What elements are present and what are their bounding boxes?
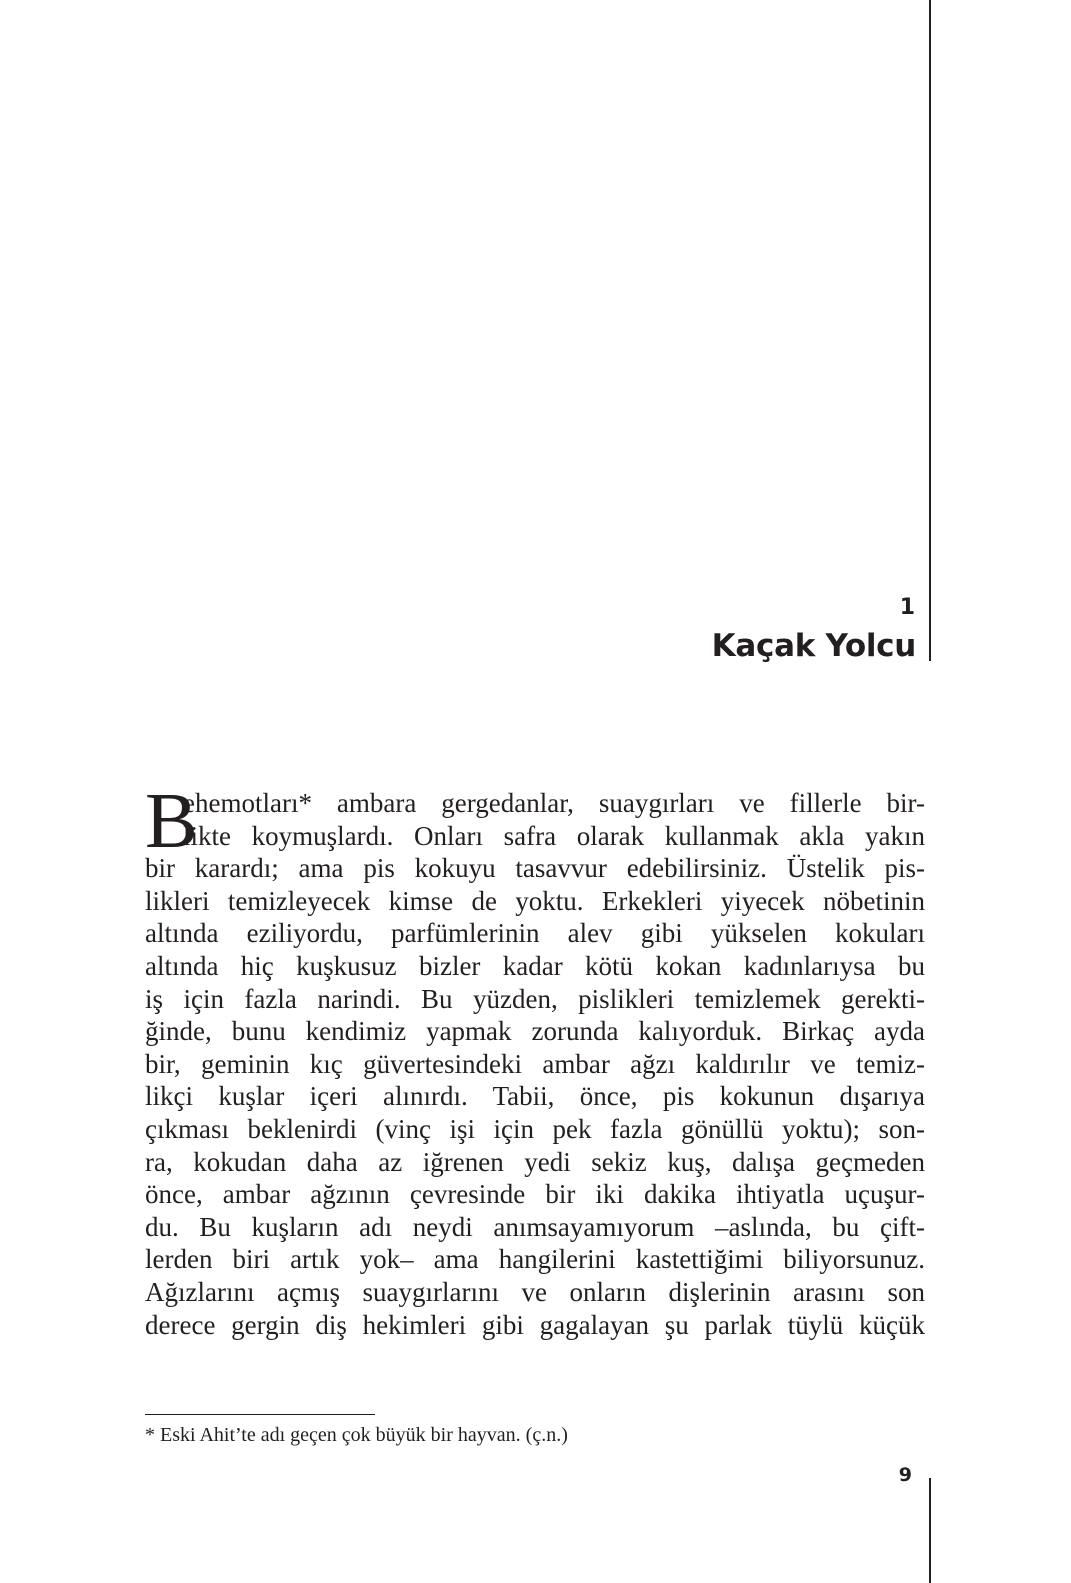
drop-cap: B [145, 778, 198, 865]
chapter-title: Kaçak Yolcu [711, 628, 916, 664]
chapter-number: 1 [899, 595, 915, 620]
body-line: bir karardı; ama pis kokuyu tasavvur edebilirsiniz. Üstelik pis- [145, 853, 925, 884]
body-line: ehemotları* ambara gergedanlar, suaygırları ve fillerle bir- [183, 788, 925, 818]
body-line: likte koymuşlardı. Onları safra olarak kullanmak akla yakın [183, 820, 925, 851]
body-line: bir, geminin kıç güvertesindeki ambar ağzı kaldırılır ve temiz- [145, 1048, 925, 1079]
body-line: altında eziliyordu, parfümlerinin alev gibi yükselen kokuları [145, 918, 925, 949]
body-text [145, 778, 925, 1341]
body-line: Ağızlarını açmış suaygırlarını ve onların dişlerinin arasını son [145, 1276, 925, 1307]
body-line: ğinde, bunu kendimiz yapmak zorunda kalıyorduk. Birkaç ayda [145, 1016, 925, 1047]
margin-rule-top [929, 0, 931, 661]
body-line: du. Bu kuşların adı neydi anımsayamıyorum –aslında, bu çift- [145, 1211, 925, 1242]
body-line: altında hiç kuşkusuz bizler kadar kötü kokan kadınlarıysa bu [145, 950, 925, 981]
footnote: * Eski Ahit’te adı geçen çok büyük bir hayvan. (ç.n.) [145, 1424, 568, 1446]
margin-rule-bottom [929, 1478, 931, 1583]
footnote-rule [145, 1414, 375, 1415]
body-line: derece gergin diş hekimleri gibi gagalayan şu parlak tüylü küçük [145, 1309, 925, 1340]
page-number: 9 [898, 1464, 912, 1486]
body-line: ra, kokudan daha az iğrenen yedi sekiz kuş, dalışa geçmeden [145, 1146, 925, 1177]
body-line: çıkması beklenirdi (vinç işi için pek fazla gönüllü yoktu); son- [145, 1113, 925, 1144]
body-line: likçi kuşlar içeri alınırdı. Tabii, önce, pis kokunun dışarıya [145, 1081, 925, 1112]
body-line: önce, ambar ağzının çevresinde bir iki dakika ihtiyatla uçuşur- [145, 1179, 925, 1210]
body-line: iş için fazla narindi. Bu yüzden, pislikleri temizlemek gerekti- [145, 983, 925, 1014]
body-line: likleri temizleyecek kimse de yoktu. Erkekleri yiyecek nöbetinin [145, 885, 925, 916]
body-line: lerden biri artık yok– ama hangilerini kastettiğimi biliyorsunuz. [145, 1244, 925, 1275]
